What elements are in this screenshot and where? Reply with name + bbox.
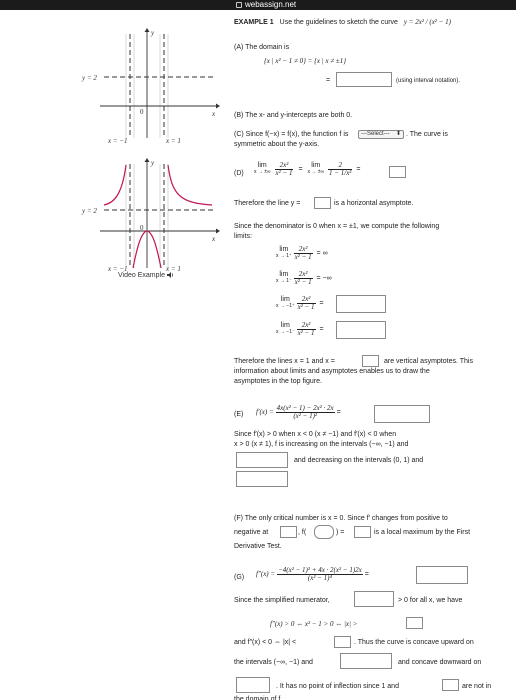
limit-2-subscript: x → 1⁻ bbox=[276, 278, 292, 284]
limit-4-den: x² − 1 bbox=[297, 329, 315, 337]
vert-text-2: are vertical asymptotes. This bbox=[384, 358, 473, 365]
concave-up-interval-input[interactable] bbox=[340, 653, 392, 669]
limit-1-subscript: x → 1⁺ bbox=[276, 253, 292, 259]
since-text-2: limits: bbox=[234, 233, 252, 240]
limit-4-input[interactable] bbox=[336, 321, 386, 339]
lim-text: lim bbox=[279, 271, 289, 278]
curve-left-branch bbox=[104, 165, 126, 205]
site-url: webassign.net bbox=[245, 0, 297, 9]
example-instruction: Use the guidelines to sketch the curve bbox=[279, 19, 398, 26]
limit-1-den: x² − 1 bbox=[294, 253, 312, 261]
g-text-5a: the intervals (−∞, −1) and bbox=[234, 659, 313, 666]
domain-hint: (using interval notation). bbox=[396, 78, 461, 84]
asymptote-right-label: x = 1 bbox=[166, 137, 181, 145]
therefore-text-2: is a horizontal asymptote. bbox=[334, 200, 414, 207]
asymptote-right-label: x = 1 bbox=[166, 265, 181, 273]
problem-content bbox=[230, 10, 516, 700]
concave-down-bound-input[interactable] bbox=[334, 636, 351, 648]
f-text-2b: , f( bbox=[298, 529, 307, 536]
d-num-1: 2x² bbox=[275, 162, 294, 170]
e-den: (x² − 1)² bbox=[293, 412, 318, 420]
g-text-1: Since the simplified numerator, bbox=[234, 597, 330, 604]
decreasing-interval-input[interactable] bbox=[236, 471, 288, 487]
since-text-1: Since the denominator is 0 when x = ±1, we compute the following bbox=[234, 223, 440, 230]
d-num-2: 2 bbox=[328, 162, 352, 170]
section-c-text-1: (C) Since f(−x) = f(x), the function f is bbox=[234, 131, 349, 138]
browser-address-bar bbox=[0, 0, 516, 10]
limit-3-num: 2x² bbox=[297, 296, 316, 304]
asymptote-left-label: x = −1 bbox=[108, 137, 128, 145]
asymptote-left-label: x = −1 bbox=[108, 265, 128, 273]
limit-3-den: x² − 1 bbox=[297, 303, 315, 311]
section-c-text-2: . The curve is bbox=[406, 131, 448, 138]
section-d-label: (D) bbox=[234, 170, 244, 177]
f-text-3: Derivative Test. bbox=[234, 543, 282, 550]
d-den-1: x² − 1 bbox=[275, 169, 293, 177]
limit-4-result: = bbox=[319, 326, 324, 333]
g-equals: = bbox=[364, 571, 369, 578]
e-fprime: f′(x) = bbox=[256, 408, 274, 416]
limit-4-subscript: x → −1⁻ bbox=[276, 329, 295, 335]
curve-equation: y = 2x² / (x² − 1) bbox=[403, 18, 451, 26]
e-num: 4x(x² − 1) − 2x² · 2x bbox=[276, 404, 334, 412]
curve-graph bbox=[0, 150, 226, 280]
vert-text-3: information about limits and asymptotes enables us to draw the bbox=[234, 368, 430, 375]
second-derivative-input[interactable] bbox=[416, 566, 468, 584]
d-den-2: 1 − 1/x² bbox=[329, 169, 352, 177]
limit-3-subscript: x → −1⁺ bbox=[276, 303, 295, 309]
g-text-4b: . Thus the curve is concave upward on bbox=[354, 639, 474, 646]
asymptote-y-label: y = 2 bbox=[82, 74, 97, 82]
e-equals: = bbox=[336, 409, 341, 416]
symmetry-select-value: ---Select--- bbox=[361, 131, 390, 137]
g-text-5b: and concave downward on bbox=[398, 659, 482, 666]
example-label: EXAMPLE 1 bbox=[234, 19, 274, 26]
origin-label: 0 bbox=[140, 108, 144, 116]
g-text-6b: are not in bbox=[462, 683, 492, 690]
lim-text: lim bbox=[280, 322, 290, 329]
limit-row-1 bbox=[276, 246, 328, 261]
limit-2-result: = −∞ bbox=[316, 275, 332, 282]
limit-row-3 bbox=[276, 296, 324, 311]
concavity-bound-input[interactable] bbox=[406, 617, 423, 629]
limit-3-result: = bbox=[319, 300, 324, 307]
f-text-2c: ) = bbox=[336, 529, 345, 536]
limit-1-num: 2x² bbox=[294, 246, 313, 254]
g-text-7: the domain of f. bbox=[234, 696, 283, 700]
lim-text: lim bbox=[279, 246, 289, 253]
g-text-4a: and f″(x) < 0 ⇔ |x| < bbox=[234, 639, 297, 646]
g-text-6a: . It has no point of inflection since 1 and bbox=[276, 683, 399, 690]
e-text-2: x > 0 (x ≠ 1), f is increasing on the intervals (−∞, −1) and bbox=[234, 441, 409, 448]
concave-down-interval-input[interactable] bbox=[236, 677, 270, 693]
limit-row-4 bbox=[276, 322, 324, 337]
section-b-text: (B) The x- and y-intercepts are both 0. bbox=[234, 112, 353, 119]
y-axis-label: y bbox=[151, 29, 155, 37]
section-e-label: (E) bbox=[234, 411, 244, 418]
critical-number-input[interactable] bbox=[280, 526, 297, 538]
vert-text-1: Therefore the lines x = 1 and x = bbox=[234, 358, 335, 365]
horizontal-limit-input[interactable] bbox=[389, 166, 406, 178]
g-fdoubleprime: f″(x) = bbox=[256, 570, 276, 578]
y-axis-label: y bbox=[151, 159, 155, 167]
limit-3-input[interactable] bbox=[336, 295, 386, 313]
section-a-heading: (A) The domain is bbox=[234, 44, 290, 51]
video-example-link[interactable] bbox=[118, 272, 174, 279]
d-equals: = bbox=[298, 166, 303, 173]
first-derivative-input[interactable] bbox=[374, 405, 430, 423]
domain-answer-input[interactable] bbox=[336, 72, 392, 87]
g-den: (x² − 1)⁴ bbox=[307, 574, 332, 582]
lim-text-2: lim bbox=[311, 162, 321, 169]
lim-subscript: x → ±∞ bbox=[254, 169, 271, 175]
section-c-text-3: symmetric about the y-axis. bbox=[234, 141, 320, 148]
lim-text: lim bbox=[257, 162, 267, 169]
asymptote-y-label: y = 2 bbox=[82, 207, 97, 215]
video-example-label: Video Example bbox=[118, 272, 165, 279]
f-text-2a: negative at bbox=[234, 529, 269, 536]
f-text-2d: is a local maximum by the First bbox=[374, 529, 471, 536]
speaker-icon bbox=[167, 272, 174, 278]
e-text-3: and decreasing on the intervals (0, 1) and bbox=[294, 457, 424, 464]
g-text-3: f″(x) > 0 ⇔ x² − 1 > 0 ⇔ |x| > bbox=[270, 620, 358, 628]
asymptotes-graph bbox=[0, 20, 226, 150]
vertical-asymptote-input[interactable] bbox=[362, 355, 379, 367]
domain-equals: = bbox=[326, 77, 331, 84]
second-derivative-expression bbox=[256, 567, 369, 582]
example-header bbox=[234, 18, 451, 27]
limit-row-2 bbox=[276, 271, 332, 286]
f-text-1: (F) The only critical number is x = 0. Since f′ changes from positive to bbox=[234, 515, 448, 522]
section-g-label: (G) bbox=[234, 574, 245, 581]
limit-2-den: x² − 1 bbox=[294, 278, 312, 286]
curve-right-branch bbox=[168, 165, 212, 205]
d-equals-2: = bbox=[356, 166, 361, 173]
first-derivative-expression bbox=[256, 405, 341, 420]
g-text-2: > 0 for all x, we have bbox=[398, 597, 463, 604]
domain-set: {x | x² − 1 ≠ 0} = {x | x ≠ ±1} bbox=[264, 57, 347, 65]
function-argument-input[interactable] bbox=[314, 525, 334, 539]
limit-1-result: = ∞ bbox=[316, 250, 328, 257]
limit-4-num: 2x² bbox=[297, 322, 316, 330]
therefore-text-1: Therefore the line y = bbox=[234, 200, 301, 207]
origin-label: 0 bbox=[140, 224, 144, 232]
g-num: −4(x² − 1)² + 4x · 2(x² − 1)2x bbox=[278, 566, 362, 574]
e-text-1: Since f′(x) > 0 when x < 0 (x ≠ −1) and f′(x) < 0 when bbox=[234, 431, 397, 438]
x-axis-label: x bbox=[212, 235, 216, 243]
lim-subscript-2: x → ±∞ bbox=[307, 169, 325, 175]
lim-text: lim bbox=[280, 296, 290, 303]
graph-column bbox=[0, 10, 226, 700]
select-arrow-icon: ⬍ bbox=[395, 131, 401, 137]
simplified-numerator-input[interactable] bbox=[354, 591, 394, 607]
lock-icon bbox=[236, 2, 242, 8]
symmetry-select[interactable] bbox=[358, 130, 404, 139]
limit-2-num: 2x² bbox=[294, 271, 313, 279]
limit-infinity-expression bbox=[254, 162, 362, 177]
vert-text-4: asymptotes in the top figure. bbox=[234, 378, 322, 385]
local-max-value-input[interactable] bbox=[354, 526, 371, 538]
increasing-interval-input[interactable] bbox=[236, 452, 288, 468]
x-axis-label: x bbox=[212, 110, 216, 118]
horizontal-asymptote-input[interactable] bbox=[314, 197, 331, 209]
inflection-value-input[interactable] bbox=[442, 679, 459, 691]
